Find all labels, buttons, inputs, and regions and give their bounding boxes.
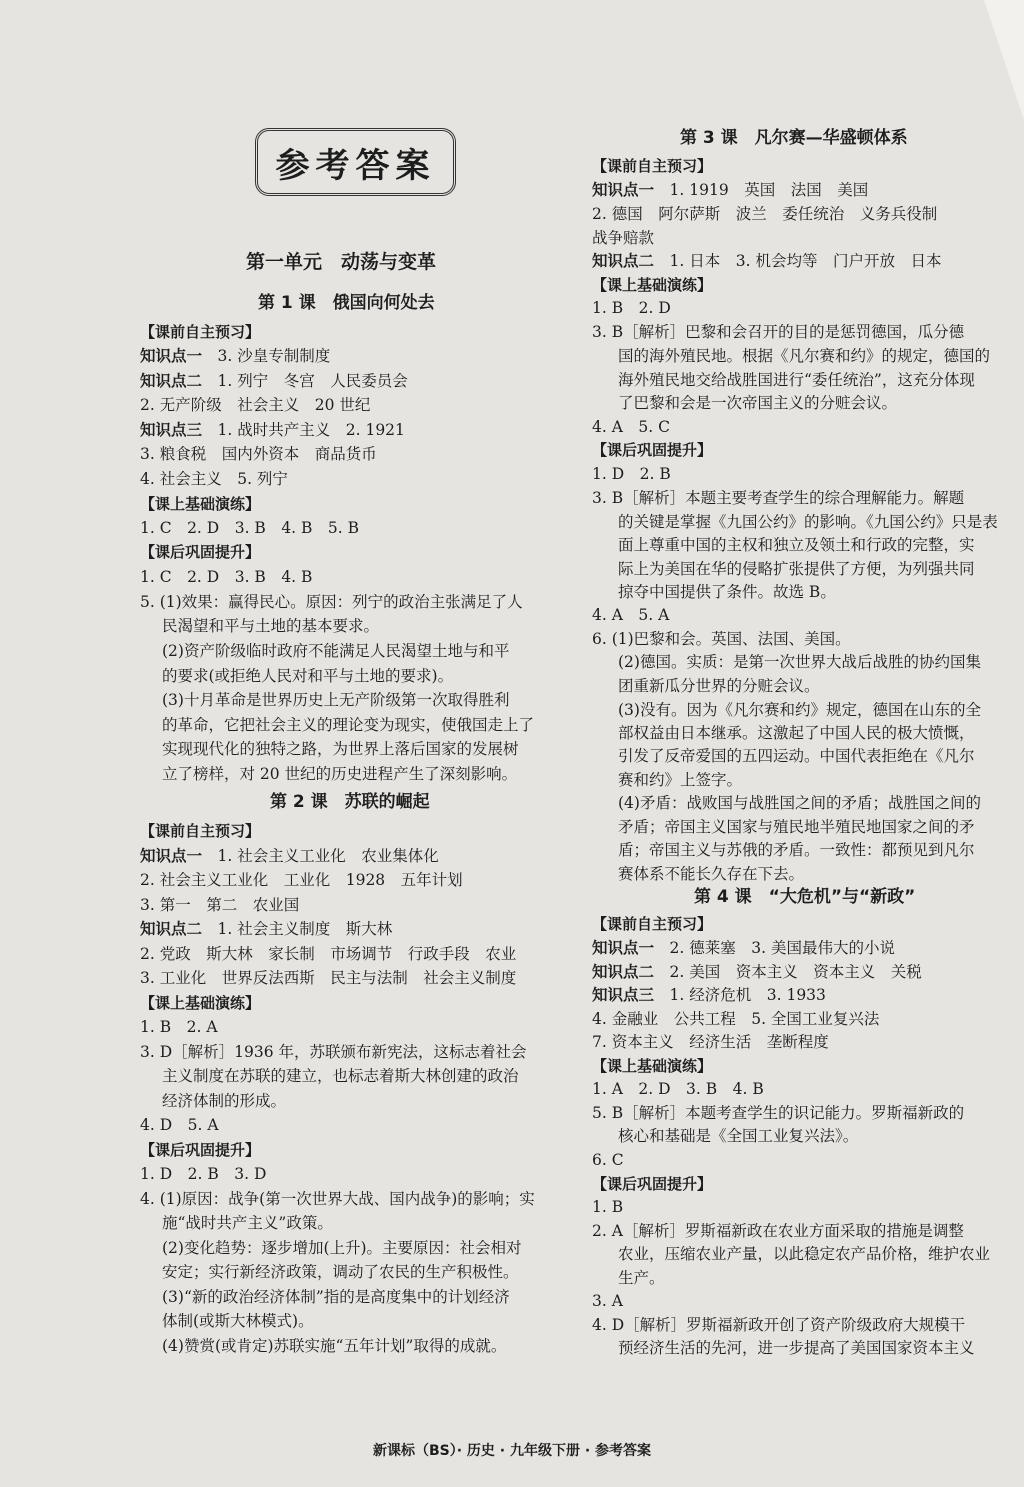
answer-line: 矛盾；帝国主义国家与殖民地半殖民地国家之间的矛	[618, 818, 975, 836]
answer-line: 的革命，它把社会主义的理论变为现实，使俄国走上了	[162, 716, 535, 734]
answer-line: (2)德国。实质：是第一次世界大战后战胜的协约国集	[618, 653, 981, 671]
answer-line: 实现现代化的独特之路，为世界上落后国家的发展树	[162, 740, 519, 758]
page-footer: 新课标（BS）· 历史 · 九年级下册 · 参考答案	[372, 1443, 652, 1459]
answer-line: 战争赔款	[592, 229, 655, 247]
answer-line: (3)“新的政治经济体制”指的是高度集中的计划经济	[162, 1288, 510, 1306]
answer-line: 1. B	[592, 1198, 624, 1216]
answer-line: (2)资产阶级临时政府不能满足人民渴望土地与和平	[162, 642, 510, 660]
lesson-3-title: 第 3 课 凡尔赛—华盛顿体系	[680, 128, 908, 148]
answer-line: 施“战时共产主义”政策。	[162, 1214, 333, 1232]
lesson-1-title: 第 1 课 俄国向何处去	[258, 293, 435, 313]
answer-line: 1. C 2. D 3. B 4. B 5. B	[140, 519, 360, 537]
answer-line: 际上为美国在华的侵略扩张提供了方便，为列强共同	[618, 560, 975, 578]
answer-line: 5. (1)效果：赢得民心。原因：列宁的政治主张满足了人	[140, 593, 523, 611]
answer-line: 6. C	[592, 1151, 624, 1169]
section-heading: 【课上基础演练】	[592, 276, 713, 294]
section-heading: 【课上基础演练】	[592, 1057, 713, 1075]
answer-line: 2. 德国 阿尔萨斯 波兰 委任统治 义务兵役制	[592, 205, 938, 223]
section-heading: 【课前自主预习】	[140, 822, 261, 840]
answer-line: 2. 党政 斯大林 家长制 市场调节 行政手段 农业	[140, 945, 517, 963]
answer-line: 引发了反帝爱国的五四运动。中国代表拒绝在《凡尔	[618, 747, 975, 765]
answer-line: 的要求(或拒绝人民对和平与土地的要求)。	[162, 667, 454, 685]
answer-line: 立了榜样，对 20 世纪的历史进程产生了深刻影响。	[162, 765, 518, 783]
answer-line: 的关键是掌握《九国公约》的影响。《九国公约》只是表	[618, 513, 998, 531]
answer-line: (2)变化趋势：逐步增加(上升)。主要原因：社会相对	[162, 1239, 522, 1257]
answer-line: 知识点二 1. 列宁 冬宫 人民委员会	[140, 372, 408, 390]
answer-line: 4. A 5. A	[592, 606, 670, 624]
section-heading: 【课上基础演练】	[140, 994, 261, 1012]
answer-line: 3. 粮食税 国内外资本 商品货币	[140, 445, 377, 463]
answer-line: 3. A	[592, 1292, 623, 1310]
answer-line: 3. D［解析］1936 年，苏联颁布新宪法，这标志着社会	[140, 1043, 527, 1061]
answer-line: 2. 社会主义工业化 工业化 1928 五年计划	[140, 871, 463, 889]
page-title: 参考答案	[255, 128, 456, 196]
answer-line: 国的海外殖民地。根据《凡尔赛和约》的规定，德国的	[618, 347, 991, 365]
page-corner	[984, 0, 1024, 120]
answer-line: 1. B 2. D	[592, 299, 671, 317]
answer-line: 4. D 5. A	[140, 1116, 219, 1134]
answer-line: 经济体制的形成。	[162, 1092, 287, 1110]
answer-line: 面上尊重中国的主权和独立及领土和行政的完整，实	[618, 536, 975, 554]
answer-line: 4. A 5. C	[592, 418, 670, 436]
answer-line: 4. 金融业 公共工程 5. 全国工业复兴法	[592, 1010, 880, 1028]
answer-line: 2. A［解析］罗斯福新政在农业方面采取的措施是调整	[592, 1222, 964, 1240]
answer-line: 团重新瓜分世界的分赃会议。	[618, 677, 820, 695]
answer-line: (4)矛盾：战败国与战胜国之间的矛盾；战胜国之间的	[618, 794, 981, 812]
answer-line: 知识点一 1. 1919 英国 法国 美国	[592, 181, 869, 199]
answer-line: 知识点三 1. 经济危机 3. 1933	[592, 986, 826, 1004]
answer-line: 部权益由日本继承。这激起了中国人民的极大愤慨，	[618, 724, 975, 742]
answer-line: 3. 第一 第二 农业国	[140, 896, 300, 914]
answer-line: 4. (1)原因：战争(第一次世界大战、国内战争)的影响；实	[140, 1190, 535, 1208]
answer-line: 民渴望和平与土地的基本要求。	[162, 617, 380, 635]
answer-line: 3. B［解析］本题主要考查学生的综合理解能力。解题	[592, 489, 965, 507]
lesson-2-title: 第 2 课 苏联的崛起	[270, 792, 430, 812]
answer-line: 3. B［解析］巴黎和会召开的目的是惩罚德国，瓜分德	[592, 323, 965, 341]
answer-line: 知识点一 1. 社会主义工业化 农业集体化	[140, 847, 439, 865]
answer-line: (3)十月革命是世界历史上无产阶级第一次取得胜利	[162, 691, 510, 709]
answer-line: 5. B［解析］本题考查学生的识记能力。罗斯福新政的	[592, 1104, 965, 1122]
answer-line: 知识点二 1. 日本 3. 机会均等 门户开放 日本	[592, 252, 942, 270]
answer-line: 4. 社会主义 5. 列宁	[140, 470, 288, 488]
answer-line: 知识点二 1. 社会主义制度 斯大林	[140, 920, 393, 938]
answer-line: 4. D［解析］罗斯福新政开创了资产阶级政府大规模干	[592, 1316, 966, 1334]
section-heading: 【课前自主预习】	[140, 323, 261, 341]
answer-line: 赛和约》上签字。	[618, 771, 743, 789]
answer-line: 盾；帝国主义与苏俄的矛盾。一致性：都预见到凡尔	[618, 841, 975, 859]
section-heading: 【课前自主预习】	[592, 915, 713, 933]
answer-line: 知识点一 3. 沙皇专制制度	[140, 347, 331, 365]
answer-line: 1. C 2. D 3. B 4. B	[140, 568, 313, 586]
answer-line: 1. B 2. A	[140, 1018, 218, 1036]
section-heading: 【课上基础演练】	[140, 495, 261, 513]
answer-line: 体制(或斯大林模式)。	[162, 1312, 314, 1330]
lesson-4-title: 第 4 课 “大危机”与“新政”	[694, 887, 916, 907]
answer-line: 1. A 2. D 3. B 4. B	[592, 1080, 764, 1098]
section-heading: 【课后巩固提升】	[592, 441, 713, 459]
answer-line: 了巴黎和会是一次帝国主义的分赃会议。	[618, 394, 898, 412]
section-heading: 【课后巩固提升】	[140, 543, 261, 561]
answer-line: 1. D 2. B 3. D	[140, 1165, 267, 1183]
answer-line: 预经济生活的先河，进一步提高了美国国家资本主义	[618, 1339, 975, 1357]
answer-line: 生产。	[618, 1269, 665, 1287]
section-heading: 【课前自主预习】	[592, 157, 713, 175]
answer-line: 主义制度在苏联的建立，也标志着斯大林创建的政治	[162, 1067, 519, 1085]
answer-line: 知识点二 2. 美国 资本主义 资本主义 关税	[592, 963, 922, 981]
answer-line: 安定；实行新经济政策，调动了农民的生产积极性。	[162, 1263, 519, 1281]
answer-line: 核心和基础是《全国工业复兴法》。	[618, 1127, 859, 1145]
answer-line: 3. 工业化 世界反法西斯 民主与法制 社会主义制度	[140, 969, 517, 987]
answer-line: (4)赞赏(或肯定)苏联实施“五年计划”取得的成就。	[162, 1337, 507, 1355]
answer-line: (3)没有。因为《凡尔赛和约》规定，德国在山东的全	[618, 701, 981, 719]
answer-line: 知识点三 1. 战时共产主义 2. 1921	[140, 421, 405, 439]
section-heading: 【课后巩固提升】	[592, 1175, 713, 1193]
answer-line: 掠夺中国提供了条件。故选 B。	[618, 583, 836, 601]
answer-line: 赛体系不能长久存在下去。	[618, 865, 805, 883]
answer-line: 2. 无产阶级 社会主义 20 世纪	[140, 396, 371, 414]
answer-line: 海外殖民地交给战胜国进行“委任统治”，这充分体现	[618, 371, 975, 389]
section-heading: 【课后巩固提升】	[140, 1141, 261, 1159]
answer-line: 6. (1)巴黎和会。英国、法国、美国。	[592, 630, 851, 648]
answer-line: 知识点一 2. 德莱塞 3. 美国最伟大的小说	[592, 939, 895, 957]
unit-title: 第一单元 动荡与变革	[246, 251, 437, 273]
answer-line: 农业，压缩农业产量，以此稳定农产品价格，维护农业	[618, 1245, 991, 1263]
answer-line: 1. D 2. B	[592, 465, 671, 483]
answer-line: 7. 资本主义 经济生活 垄断程度	[592, 1033, 829, 1051]
